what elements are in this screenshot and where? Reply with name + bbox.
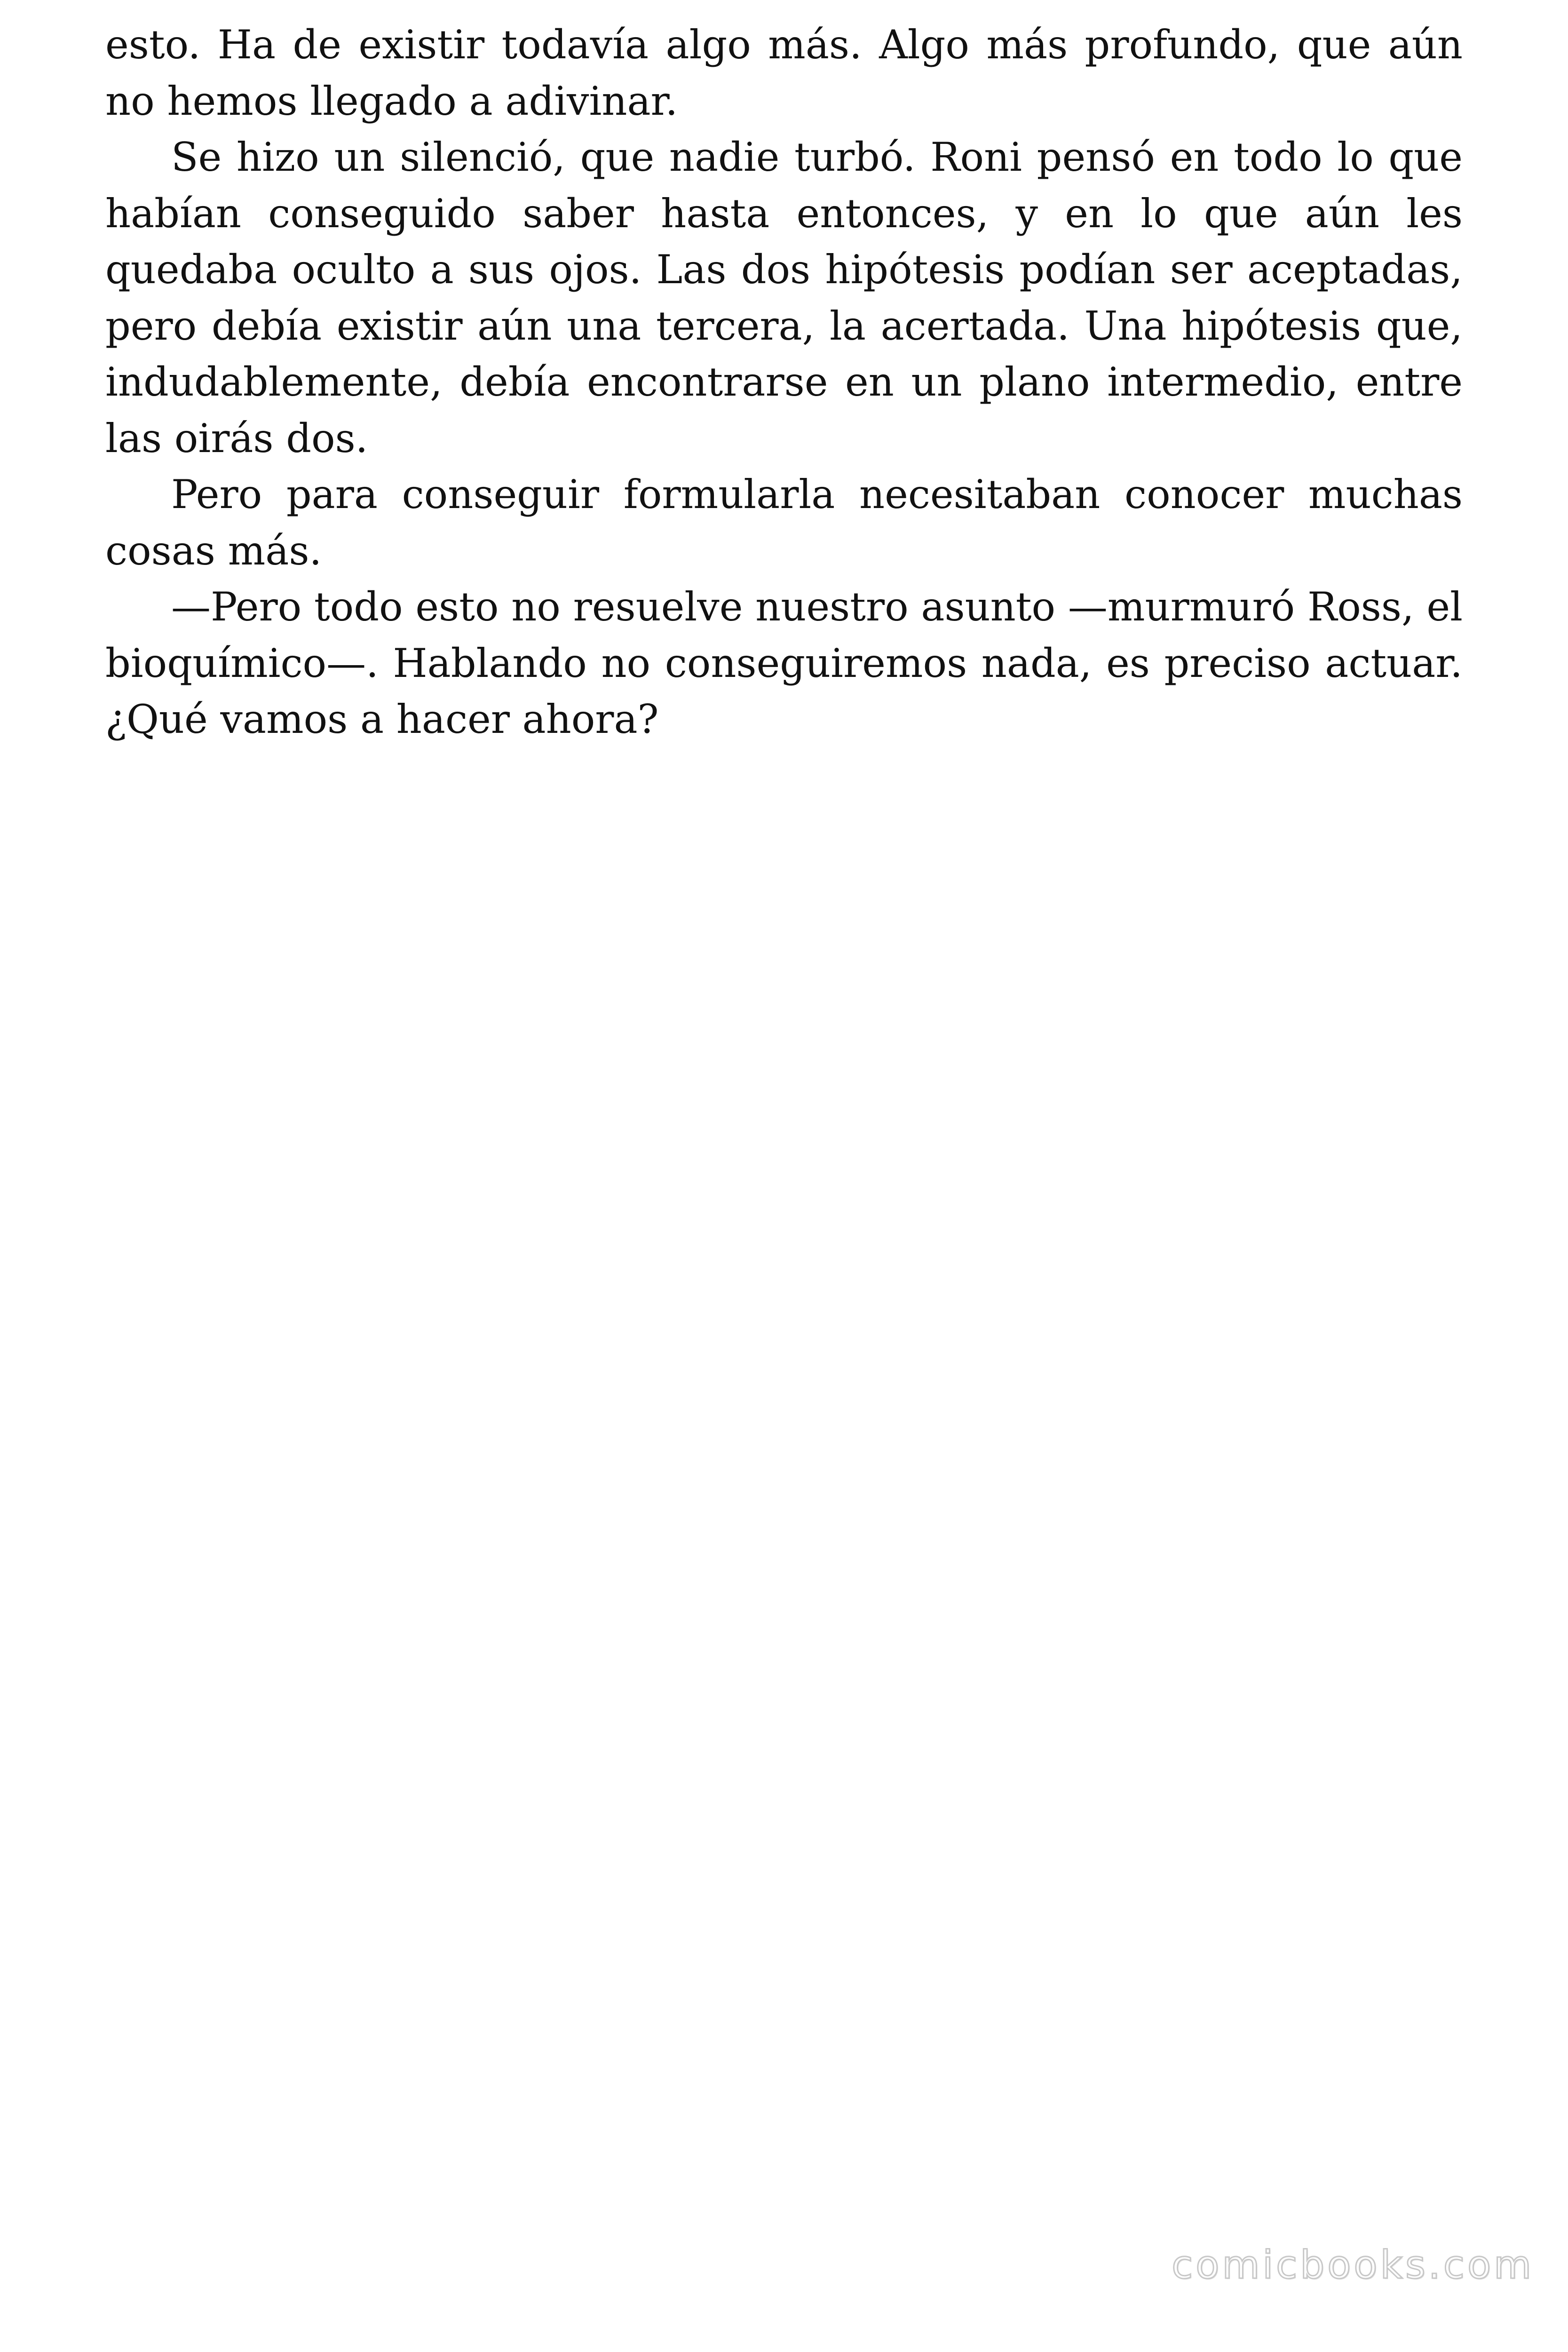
watermark: comicbooks.com [1172, 2243, 1534, 2288]
paragraph-continuation: esto. Ha de existir todavía algo más. Algo más profundo, que aún no hemos llegado a adivinar. [105, 22, 1463, 124]
body-text [105, 17, 1463, 748]
paragraph-narration-silence: Se hizo un silenció, que nadie turbó. Roni pensó en todo lo que habían conseguido saber hasta entonces, y en lo que aún les quedaba oculto a sus ojos. Las dos hipótesis podían ser aceptadas, pero debía existir aún una tercera, la acertada. Una hipótesis que, indudablemente, debía encontrarse en un plano intermedio, entre las oirás dos. [105, 134, 1463, 461]
paragraph-narration-formulate: Pero para conseguir formularla necesitaban conocer muchas cosas más. [105, 471, 1463, 574]
paragraph-dialogue-ross: —Pero todo esto no resuelve nuestro asunto —murmuró Ross, el bioquímico—. Hablando no conseguiremos nada, es preciso actuar. ¿Qué vamos a hacer ahora? [105, 584, 1463, 742]
